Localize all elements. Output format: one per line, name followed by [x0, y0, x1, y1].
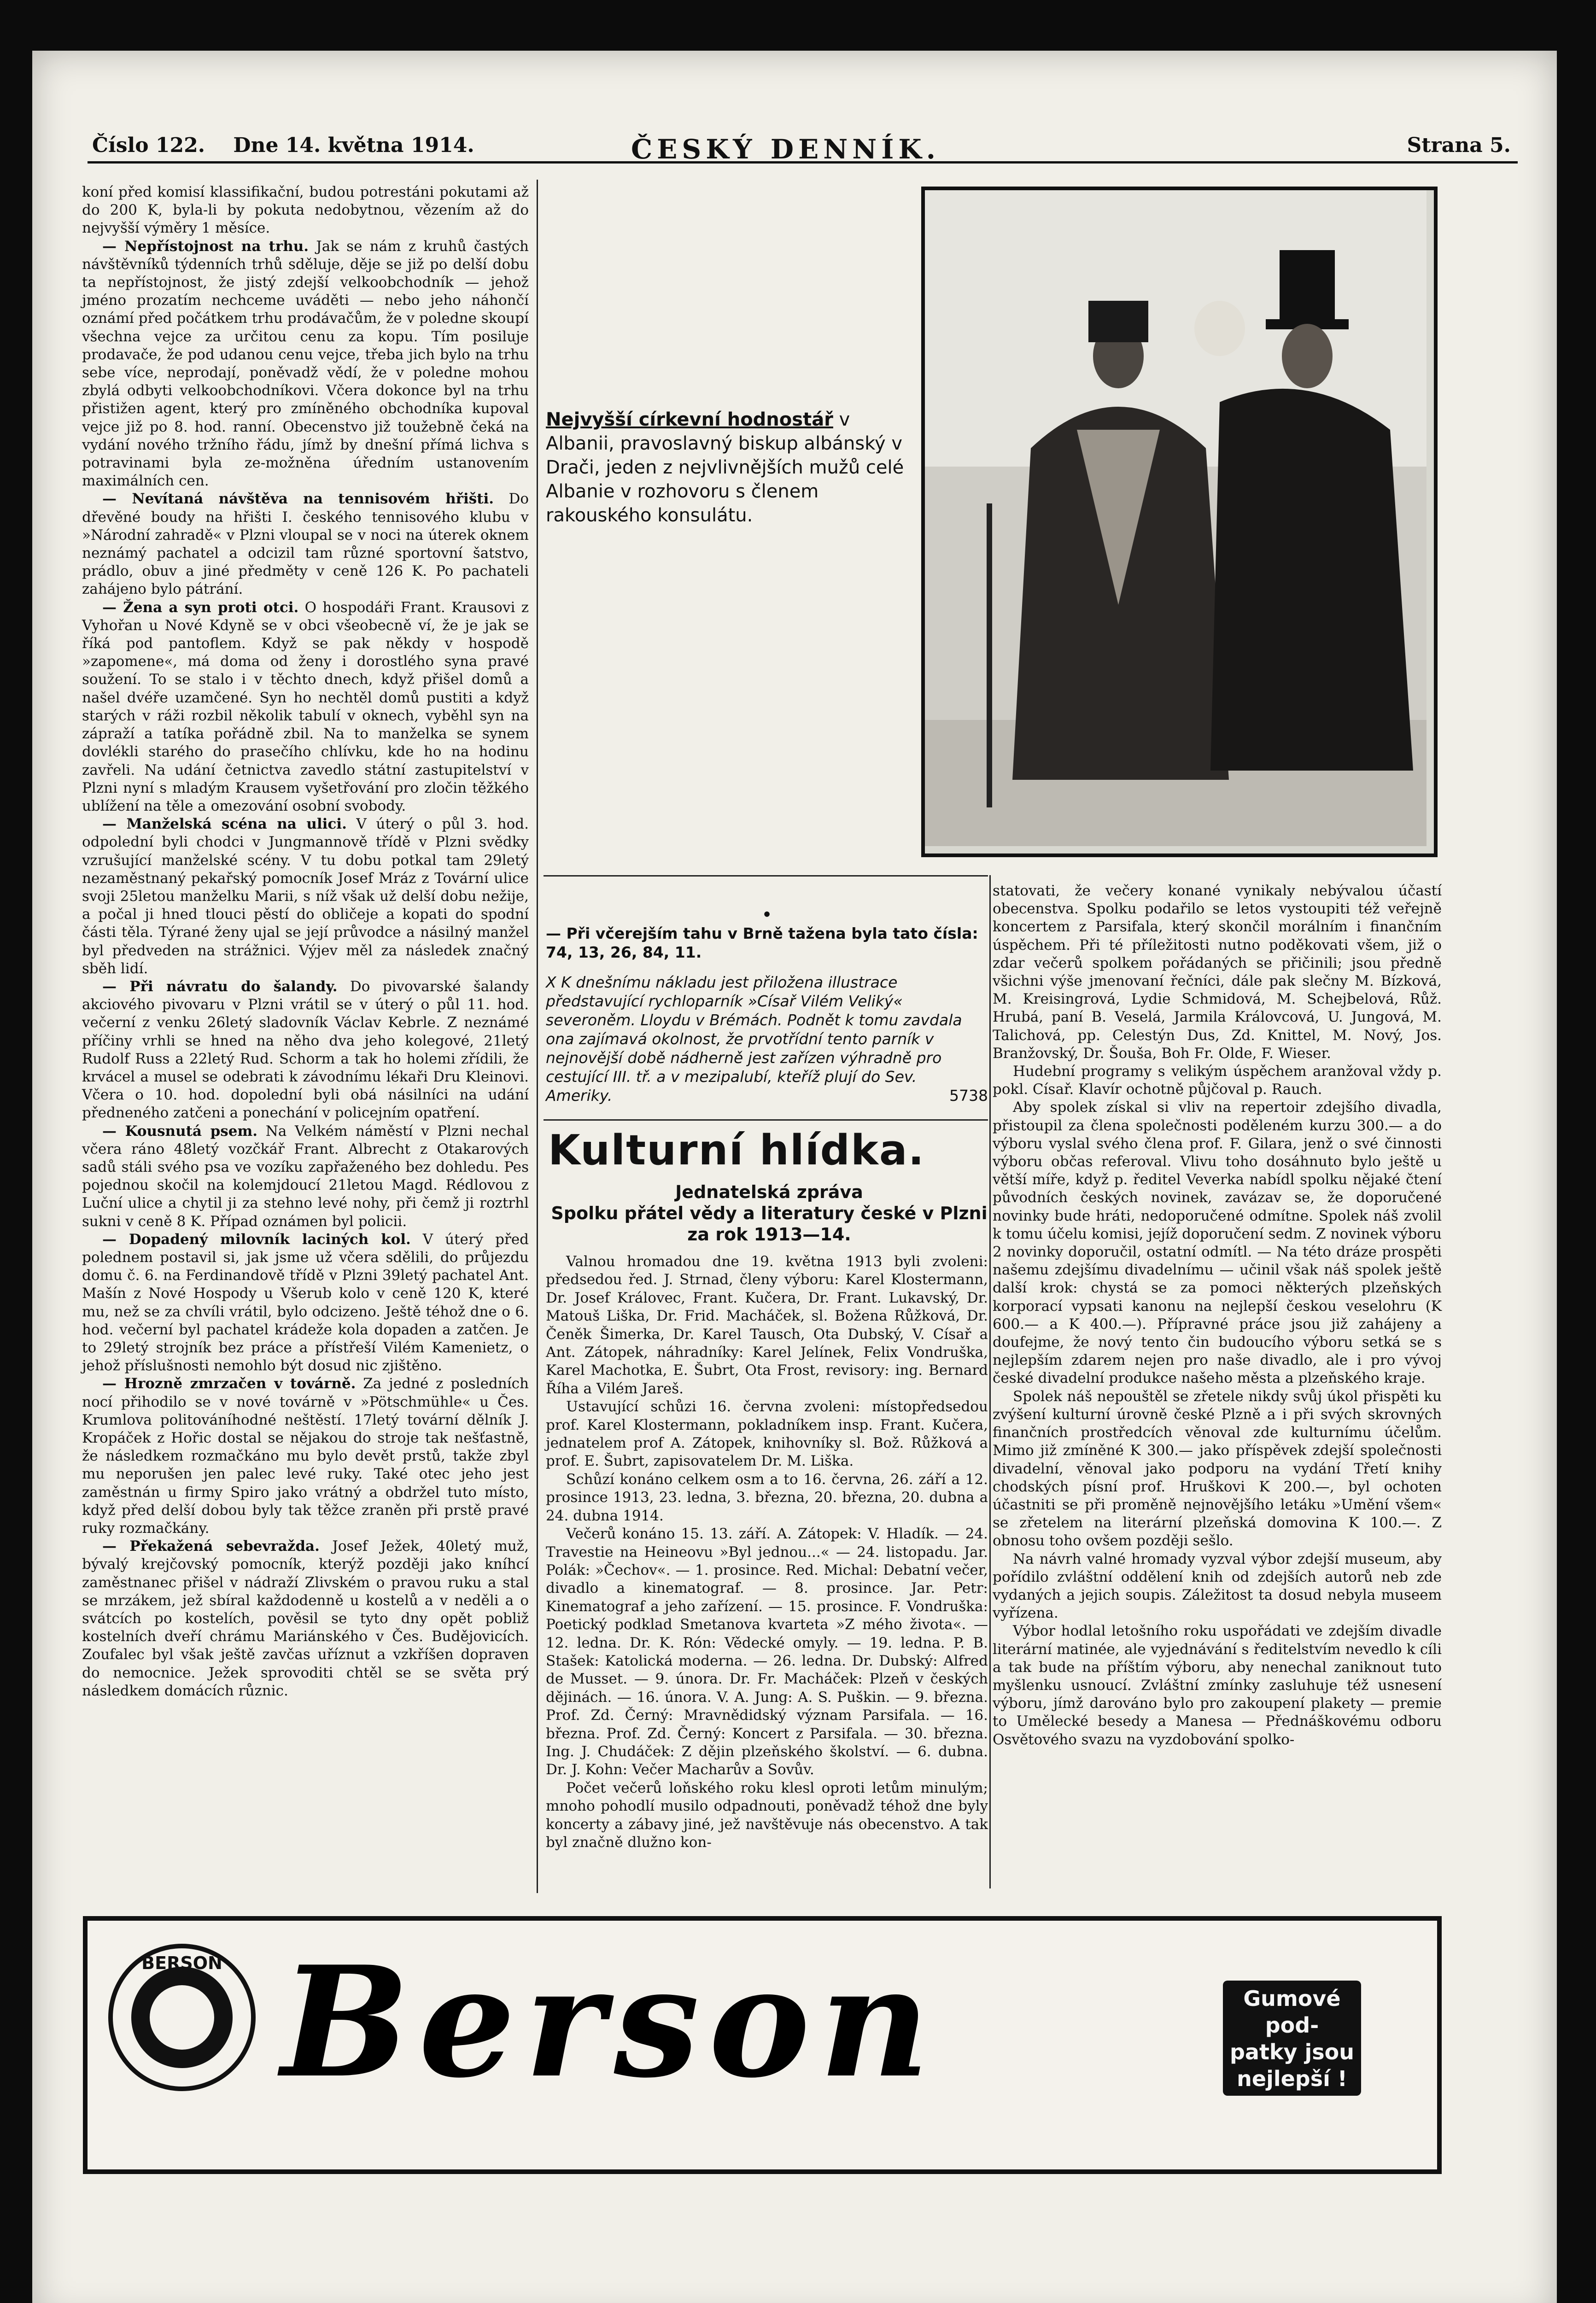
page-number: Strana 5.: [1407, 134, 1511, 157]
column-local-news: [82, 183, 529, 1700]
notice-block: [546, 905, 988, 1105]
news-item-text: Do pivovarské šalandy akciového pivovaru v Plzni vrátil se v úterý o půl 11. hod. večerní z venku 26letý sladovník Václav Kebrle. Z neznámé příčiny vrhli se hned na něho dva jeho kolegové, 21letý Rudolf Russ a 22letý Rud. Schorm a tak ho holemi zřídili, že krvácel a musel se odebrati k závodnímu lékaři Dru Kleinovi. Včera o 10. hod. dopolední byli obá násilníci na udání předneného zatčeni a ponechání v policejním opatření.: [82, 978, 529, 1122]
news-item-text: koní před komisí klassifikační, budou potrestáni pokutami až do 200 K, byla-li by pokuta nedobytnou, vězením až do nejvyšší výměry 1 měsíce.: [82, 184, 529, 237]
report-heading-line1: Jednatelská zpráva: [675, 1182, 863, 1202]
news-item: [82, 1122, 529, 1231]
news-item: [82, 490, 529, 598]
report-paragraph: Počet večerů loňského roku klesl oproti letům minulým; mnoho pohodlí musilo odpadnouti, poněvadž téhož dne byly koncerty a zábavy jiné, jež navštěvuje nás obecenstvo. A tak byl značně dlužno kon-: [546, 1779, 988, 1851]
news-item: [82, 238, 529, 491]
news-item-headline: — Manželská scéna na ulici.: [102, 816, 347, 833]
logo-text: BERSON: [141, 1953, 222, 1973]
news-photograph: [921, 187, 1438, 857]
report-paragraph: statovati, že večery konané vynikaly nebývalou účastí obecenstva. Spolku podařilo se letos vystoupiti též veřejně koncertem z Parsifala, který skončil morálním i finančním úspěchem. Při té příležitosti nutno poděkovati všem, již o zdar večerů spolkem pořádaných se přičinili; jsou předně všichni výše jmenovaní řečníci, dále pak slečny M. Bízková, M. Kreisingrová, Lydie Schmidová, M. Schejbelová, Růž. Hrubá, paní B. Veselá, Jarmila Královcová, U. Jungová, M. Talichová, pp. Celestýn Dus, Zd. Knittel, M. Nový, Jos. Branžovský, Dr. Šouša, Boh Fr. Olde, F. Wieser.: [993, 883, 1442, 1062]
masthead: ČESKÝ DENNÍK.: [631, 134, 940, 165]
news-item-text: V úterý před polednem postavil si, jak jsme už včera sdělili, do průjezdu domu č. 6. na Ferdinandově třídě v Plzni 39letý pachatel Ant. Mašín z Nové Hospody u Všerub kolo v ceně 120 K, které mu, než se za chvíli vrátil, bylo odcizeno. Ještě téhož dne o 6. hod. večerní byl pachatel krádeže kola dopaden a zatčen. Je to 29letý strojník bez práce a přístřeší Vilém Kamenietz, o jehož příslušnosti nemohlo být dosud nic zjištěno.: [82, 1231, 529, 1374]
news-item: [82, 599, 529, 815]
report-heading: [548, 1181, 990, 1245]
news-item-text: Jak se nám z kruhů častých návštěvníků týdenních trhů sděluje, děje se již po delší dobu ta nepřístojnost, že jistý zdejší velkoobchodník — jehož jméno prozatím nechceme uváděti — nebo jeho náhončí oznámí před počátkem trhu prodávačům, že v poledne skoupí všechna vejce za určitou cenu za kopu. Tím posiluje prodavače, že pod udanou cenu vejce, třeba jich bylo na trhu sebe více, neprodají, poněvadž vědí, že v poledne mohou zbylá odbyti velkoobchodníkovi. Včera dokonce byl na trhu přistižen agent, který pro zmíněného obchodníka kupoval vejce již po 8. hod. ranní. Obecenstvo již toužebně čeká na vydání nového tržního řádu, jímž by dnešní přímá lichva s potravinami byla ze-možněna úředním ustanovením maximálních cen.: [82, 238, 529, 490]
photo-caption-text: v Albanii, pravoslavný biskup albánský v Drači, jeden z nejvlivnějších mužů celé Albanie v rozhovoru s členem rakouského konsulátu.: [546, 409, 904, 526]
report-paragraph: Večerů konáno 15. 13. září. A. Zátopek: V. Hladík. — 24. Travestie na Heineovu »Byl jednou...« — 24. listopadu. Jar. Polák: »Čechov«. — 1. prosince. Red. Michal: Debatní večer, divadlo a kinematograf. — 8. prosince. Jar. Petr: Kinematograf a jeho zařízení. — 15. prosince. F. Vondruška: Poetický podklad Smetanova kvarteta »Z mého života«. — 12. ledna. Dr. K. Rón: Vědecké omyly. — 19. ledna. P. B. Stašek: Katolická moderna. — 26. ledna. Dr. Dubský: Alfred de Musset. — 9. února. Dr. Fr. Macháček: Plzeň v českých dějinách. — 16. února. V. A. Jung: A. S. Puškin. — 9. března. Prof. Zd. Černý: Mravnědidský význam Parsifala. — 16. března. Prof. Zd. Černý: Koncert z Parsifala. — 30. března. Ing. J. Chudáček: Z dějin plzeňského školství. — 6. dubna. Dr. J. Kohn: Večer Macharův a Sovův.: [546, 1526, 988, 1778]
news-item-headline: — Při návratu do šalandy.: [102, 978, 338, 995]
report-paragraph: Schůzí konáno celkem osm a to 16. června, 26. září a 12. prosince 1913, 23. ledna, 3. března, 20. března, 20. dubna a 24. dubna 1914.: [546, 1471, 988, 1524]
report-paragraph: Na návrh valné hromady vyzval výbor zdejší museum, aby pořídilo zvláštní oddělení knih od zdejších autorů neb zde vydaných a jejich soupis. Záležitost ta dosud nebyla museem vyřízena.: [993, 1550, 1442, 1622]
issue-date: Dne 14. května 1914.: [233, 134, 474, 157]
report-paragraph: Výbor hodlal letošního roku uspořádati ve zdejším divadle literární matinée, ale vyjednávání s ředitelstvím nevedlo k cíli a tak bude na příštím výboru, aby nenechal zaniknout tuto myšlenku usnoucí. Zvláštní zmínky zasluhuje též usnesení výboru, jímž darováno bylo pro zakoupení plakety — premie to Umělecké besedy a Manesa — Přednáškovému odboru Osvětového svazu na vyzdobování spolko-: [993, 1623, 1442, 1748]
notice-bullet: •: [762, 906, 772, 924]
berson-advertisement: [83, 1916, 1442, 2174]
report-paragraph: Aby spolek získal si vliv na repertoir zdejšího divadla, přistoupil za člena společnosti poděleném kurzu 300.— a do výboru vyslal svého člena prof. F. Gilara, jenž o své činnosti výboru občas referoval. Vlivu toho dosáhnuto bylo ještě u větší míře, když p. ředitel Veverka nabídl spolku nějaké čtení původních českých novinek, zavázav se, že doporučené novinky bude hráti, nedoporučené odmítne. Spolek náš zvolil k tomu účelu komisi, jejíž doporučení sedm. Z novinek výboru 2 novinky doporučil, ostatní odmítl. — Na této dráze prospěti našemu zdejšímu divadelnímu — učinil však náš spolek ještě další krok: chystá se za pomoci některých plzeňských korporací vypsati kanonu na nejlepší českou veselohru (K 600.— a K 400.—). Přípravné práce jsou již zahájeny a doufejme, že nový tento čin budoucího výboru setká se s nejlepším zdarem nejen pro naše divadlo, ale i pro vývoj české divadelní produkce našeho města a plzeňského kraje.: [993, 1099, 1442, 1387]
news-item-headline: — Hrozně zmrzačen v továrně.: [102, 1375, 356, 1392]
column-divider-2: [989, 875, 991, 1888]
ad-brand-name: Berson: [281, 1933, 939, 2111]
column-divider-1: [537, 180, 538, 1893]
header-rule: [88, 161, 1518, 164]
issue-and-date: [92, 134, 474, 157]
supplement-notice: [546, 973, 988, 1105]
report-paragraph: Valnou hromadou dne 19. května 1913 byli zvoleni: předsedou řed. J. Strnad, členy výboru: Karel Klostermann, Dr. Josef Královec, Frant. Kučera, Dr. Frant. Lukavský, Dr. Matouš Liška, Dr. Frid. Macháček, sl. Božena Růžková, Dr. Čeněk Šimerka, Dr. Karel Tausch, Ota Dubský, V. Císař a Ant. Zátopek, náhradníky: Karel Jelínek, Felix Vondruška, Karel Machotka, E. Šubrt, Ota Frost, revisory: ing. Bernard Říha a Vilém Jareš.: [546, 1253, 988, 1397]
news-item: [82, 815, 529, 978]
news-item-headline: — Žena a syn proti otci.: [102, 599, 299, 616]
supplement-number: 5738: [949, 1087, 988, 1105]
photo-caption: [546, 408, 905, 527]
news-item: [82, 978, 529, 1122]
photo-illustration: [925, 190, 1426, 846]
section-title-kultura: Kulturní hlídka.: [548, 1126, 925, 1175]
news-item-headline: — Kousnutá psem.: [102, 1122, 258, 1140]
news-item-text: O hospodáři Frant. Krausovi z Vyhořan u Nové Kdyně se v obci všeobecně ví, že je jak se říká pod pantoflem. Když se pak někdy v hospodě »zapomene«, má doma od ženy i dorostlého syna pravé soužení. To se stalo i v těchto dnech, když přišel domů a našel dvéře uzamčené. Syn ho nechtěl domů pustiti a když starých v ráži rozbil několik tabulí v oknech, vyběhl syn na zápraží a tatíka pořádně zbil. Na to manželka se synem dovlékli starého do prasečího chlívku, kde ho na hodinu zavřeli. Na udání četnictva zavedlo státní zastupitelství v Plzni nyní s mladým Krausem vyšetřování pro zločin těžkého ublížení na těle a omezování osobní svobody.: [82, 599, 529, 814]
ad-slogan-line2: patky jsou: [1229, 2040, 1355, 2064]
report-continuation: [993, 882, 1442, 1749]
news-item-headline: — Dopadený milovník laciných kol.: [102, 1231, 411, 1248]
ad-slogan-box: [1223, 1981, 1361, 2096]
section-rule-middle: [544, 1119, 988, 1121]
berson-logo-icon: [106, 1941, 258, 2093]
news-item-headline: — Nevítaná návštěva na tennisovém hřišti.: [102, 491, 494, 508]
news-item-headline: — Překažená sebevražda.: [102, 1538, 320, 1555]
section-rule-top: [544, 875, 988, 877]
lottery-notice: — Při včerejším tahu v Brně tažena byla tato čísla: 74, 13, 26, 84, 11.: [546, 924, 978, 961]
ad-slogan-line3: nejlepší !: [1237, 2066, 1347, 2091]
news-item-text: Do dřevěné boudy na hřišti I. českého tennisového klubu v »Národní zahradě« v Plzni vloupal se v noci na úterek oknem neznámý pachatel a odcizil tam různé sportovní šatstvo, prádlo, obuv a jiné předměty v ceně 126 K. Po pachateli zahájeno bylo pátrání.: [82, 491, 529, 598]
report-heading-line2: Spolku přátel vědy a literatury české v Plzni za rok 1913—14.: [551, 1203, 988, 1245]
ad-slogan-line1: Gumové pod-: [1243, 1986, 1341, 2038]
report-paragraph: Ustavující schůzi 16. června zvoleni: místopředsedou prof. Karel Klostermann, pokladníkem insp. Frant. Kučera, jednatelem prof A. Zátopek, knihovníky sl. Bož. Růžková a prof. E. Šubrt, zapisovatelem Dr. M. Liška.: [546, 1398, 988, 1470]
news-item: [82, 183, 529, 238]
news-item-text: Na Velkém náměstí v Plzni nechal včera ráno 48letý vozčkář Frant. Albrecht z Otakarových sadů stáli svého psa ve vozíku zapřaženého bez dohledu. Pes pojednou skočil na kolemjdoucí 21letou Magd. Rédlovou z Luční ulice a chytil ji za stehno levé nohy, při čemž ji roztrhl sukni v ceně 8 K. Případ oznámen byl policii.: [82, 1122, 529, 1230]
issue-number: Číslo 122.: [92, 134, 205, 157]
news-item-text: V úterý o půl 3. hod. odpolední byli chodci v Jungmannově třídě v Plzni svědky vzrušující manželské scény. V tu dobu potkal tam 29letý nezaměstnaný pekařský pomocník Josef Mráz z Tovární ulice svoji 25letou manželku Marii, s níž však už delší dobu nežije, a počal ji hned tlouci pěstí do obličeje a kopati do spodní části těla. Týrané ženy ujal se její průvodce a násilný manžel byl předveden na strážnici. Výjev měl za následek značný sběh lidí.: [82, 816, 529, 977]
news-item: [82, 1375, 529, 1537]
news-item: [82, 1231, 529, 1375]
photo-caption-heading: Nejvyšší církevní hodnostář: [546, 409, 833, 430]
report-paragraph: Spolek náš nepouštěl se zřetele nikdy svůj úkol přispěti ku zvýšení kulturní úrovně české Plzně a i při svých skrovných finančních prostředcích věnoval zde kulturnímu účelům. Mimo již zmíněné K 300.— jako příspěvek zdejší společnosti divadelní, věnoval jako podporu na vydání Třetí knihy chodských písní prof. Hruškovi K 200.—, byl ochoten účastniti se při proměně nejnovějšího letáku »Umění všem« se zřetelem na literární plzeňská domovina K 100.—. Z obnosu toho ovšem později sešlo.: [993, 1388, 1442, 1549]
news-item-text: Za jedné z posledních nocí přihodilo se v nové továrně v »Pötschmühle« u Čes. Krumlova politováníhodné neštěstí. 17letý tovární dělník J. Kropáček z Hořic dostal se nějakou do stroje tak nešťastně, že následkem rozmačkáno mu bylo devět prstů, takže zbyl mu neporušen jen palec levé ruky. Také otec jeho jest zaměstnán u firmy Spiro jako vrátný a obdržel tuto místo, když před delší dobou byly tak těžce zraněn při prstě pravé ruky rozmačkány.: [82, 1375, 529, 1537]
supplement-text: X K dnešnímu nákladu jest přiložena illustrace představující rychloparník »Císař Vilém Veliký« severoněm. Lloydu v Brémách. Podnět k tomu zavdala ona zajímavá okolnost, že prvotřídní tento parník v nejnovější době nádherně jest zařízen výhradně pro cestující III. tř. a v mezipalubí, kteříž plují do Sev. Ameriky.: [546, 973, 962, 1105]
news-item: [82, 1537, 529, 1700]
report-paragraph: Hudební programy s velikým úspěchem aranžoval vždy p. pokl. Císař. Klavír ochotně půjčoval p. Rauch.: [993, 1063, 1442, 1098]
news-item-headline: — Nepřístojnost na trhu.: [102, 238, 309, 255]
report-body: [546, 1253, 988, 1852]
news-item-text: Josef Ježek, 40letý muž, bývalý krejčovský pomocník, kterýž později jako kníhcí zaměstnanec přišel v nádraží Zlivském o pravou ruku a stal se mrzákem, jež sbíral každodenně u kostelů a v neděli a o svátcích po kostelích, pověsil se tyto dny opět pobliž kostelních dveří chrámu Mariánského v Čes. Budějovicích. Zoufalec byl však ještě zavčas uříznut a vzkříšen dopraven do nemocnice. Ježek sprovoditi chtěl se se světa prý následkem domácích různic.: [82, 1538, 529, 1699]
